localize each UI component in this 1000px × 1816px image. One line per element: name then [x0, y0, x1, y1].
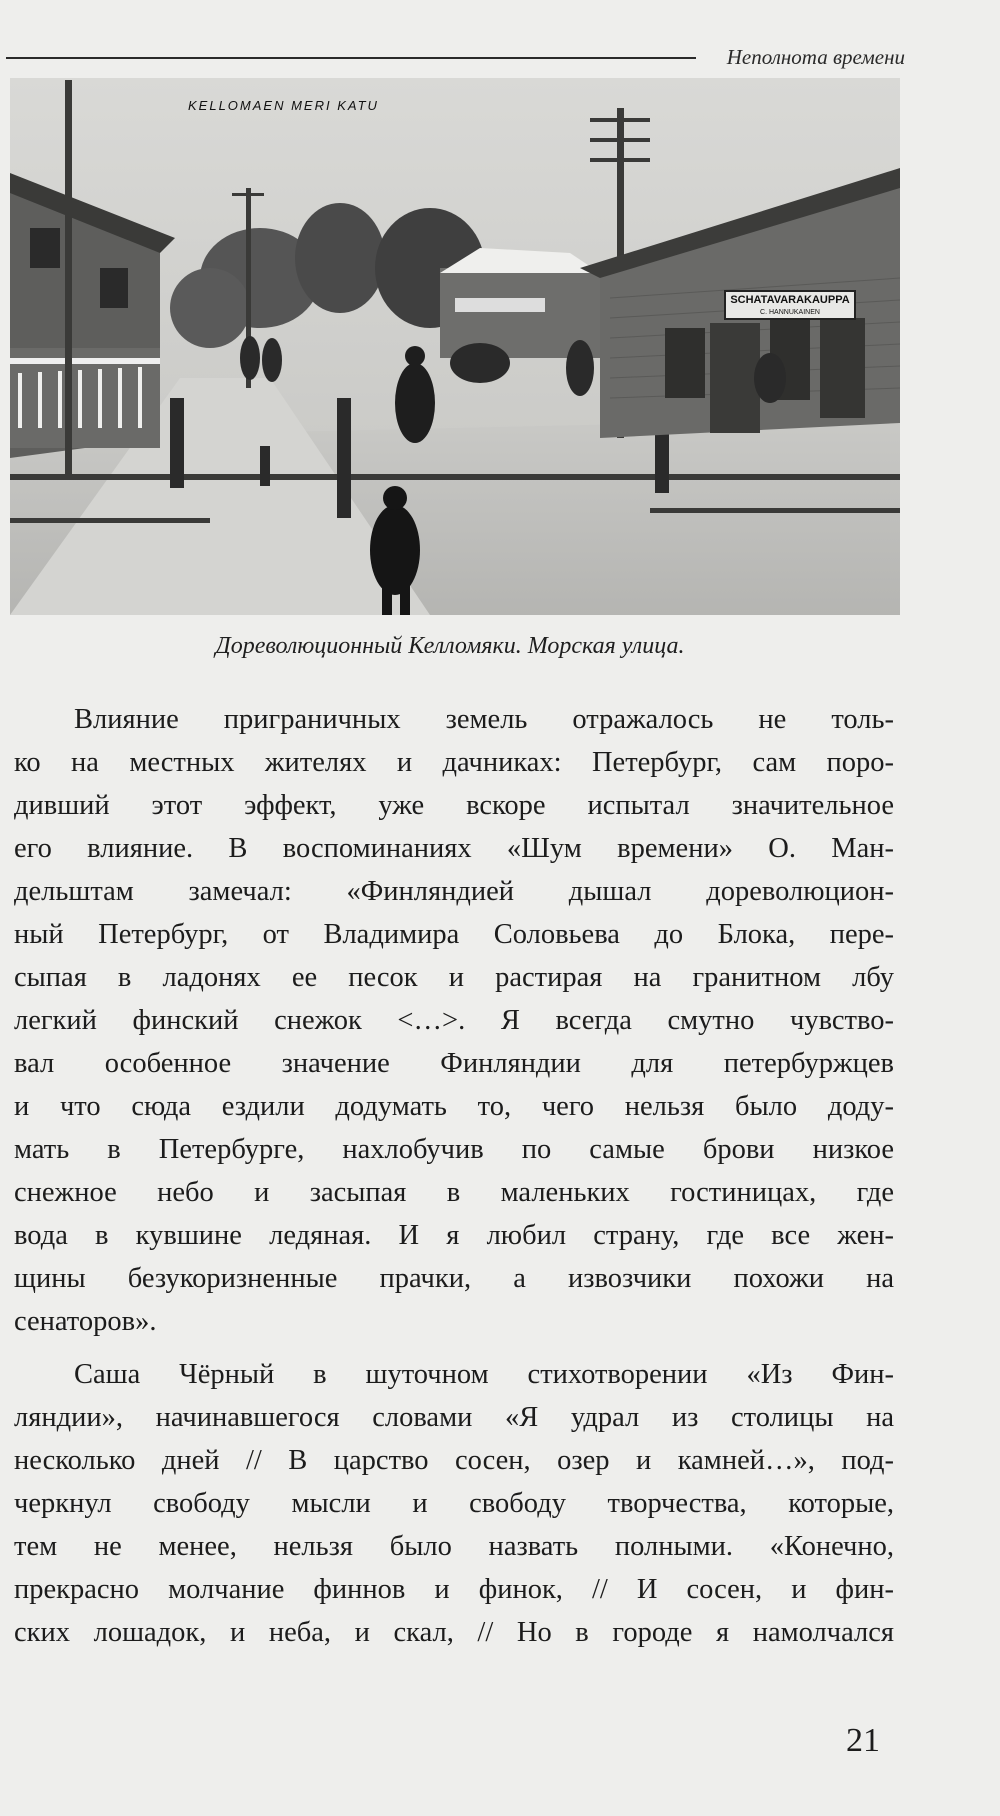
- paragraph: [14, 698, 894, 1343]
- street-photo: [10, 78, 900, 615]
- text-line: легкий финский снежок <…>. Я всегда смутно чувство-: [14, 1005, 894, 1036]
- text-line: тем не менее, нельзя было назвать полными. «Конечно,: [14, 1531, 894, 1562]
- text-line: сенаторов».: [14, 1306, 157, 1337]
- text-line: его влияние. В воспоминаниях «Шум времени» О. Ман-: [14, 833, 894, 864]
- text-line: ный Петербург, от Владимира Соловьева до Блока, пере-: [14, 919, 894, 950]
- text-line: дивший этот эффект, уже вскоре испытал значительное: [14, 790, 894, 821]
- photo-inscription: KELLOMAEN MERI KATU: [188, 98, 379, 113]
- header-rule: [6, 57, 696, 59]
- photo-shop-sign-subtext: C. HANNUKAINEN: [760, 309, 820, 316]
- text-line: вал особенное значение Финляндии для петербуржцев: [14, 1048, 894, 1079]
- text-line: снежное небо и засыпая в маленьких гостиницах, где: [14, 1177, 894, 1208]
- text-line: дельштам замечал: «Финляндией дышал дореволюцион-: [14, 876, 894, 907]
- body-text: [14, 698, 894, 1654]
- text-line: вода в кувшине ледяная. И я любил страну, где все жен-: [14, 1220, 894, 1251]
- text-line: ляндии», начинавшегося словами «Я удрал из столицы на: [14, 1402, 894, 1433]
- text-line: мать в Петербурге, нахлобучив по самые брови низкое: [14, 1134, 894, 1165]
- text-line: черкнул свободу мысли и свободу творчества, которые,: [14, 1488, 894, 1519]
- text-line: щины безукоризненные прачки, а извозчики похожи на: [14, 1263, 894, 1294]
- street-photo-illustration: [10, 78, 900, 615]
- running-head: Неполнота времени: [726, 45, 905, 69]
- photo-caption: Дореволюционный Келломяки. Морская улица.: [215, 633, 685, 659]
- text-line: сыпая в ладонях ее песок и растирая на гранитном лбу: [14, 962, 894, 993]
- text-line: ских лошадок, и неба, и скал, // Но в городе я намолчался: [14, 1617, 894, 1648]
- text-line: Влияние приграничных земель отражалось не толь-: [74, 704, 894, 735]
- page-number: 21: [846, 1722, 880, 1759]
- text-line: ко на местных жителях и дачниках: Петербург, сам поро-: [14, 747, 894, 778]
- text-line: Саша Чёрный в шуточном стихотворении «Из Фин-: [74, 1359, 894, 1390]
- photo-shop-sign-text: SCHATAVARAKAUPPA: [730, 294, 850, 306]
- text-line: и что сюда ездили додумать то, чего нельзя было доду-: [14, 1091, 894, 1122]
- paragraph: [14, 1353, 894, 1654]
- paragraph-gap: [14, 1343, 894, 1353]
- text-line: прекрасно молчание финнов и финок, // И сосен, и фин-: [14, 1574, 894, 1605]
- photo-shop-sign: [724, 290, 856, 320]
- text-line: несколько дней // В царство сосен, озер и камней…», под-: [14, 1445, 894, 1476]
